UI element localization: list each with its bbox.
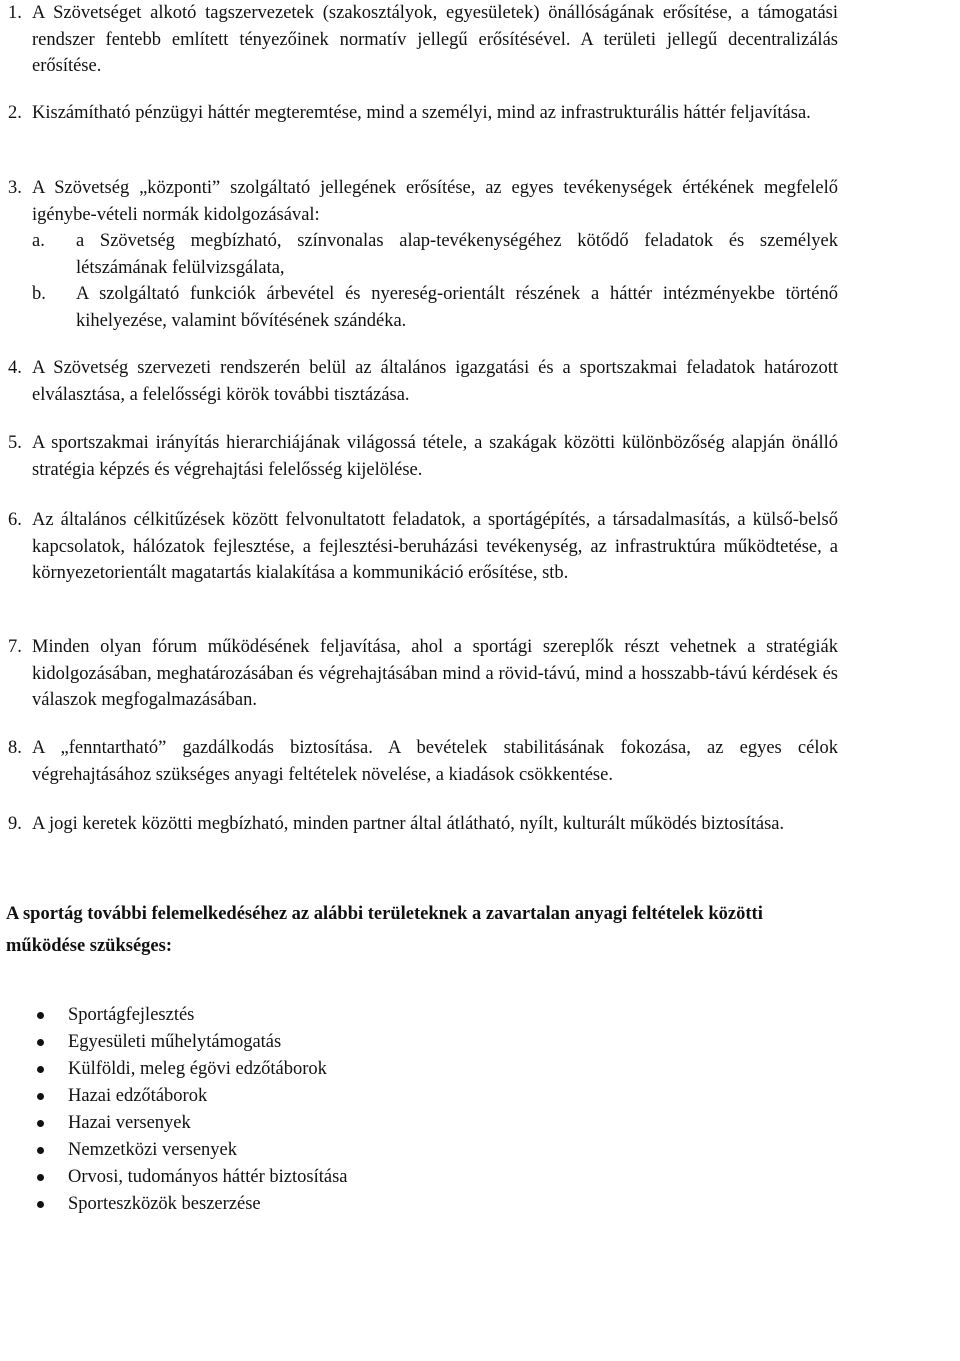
list-item-9 <box>8 811 838 838</box>
bullet-dot-icon <box>37 1093 44 1100</box>
bullet-list <box>0 1002 348 1218</box>
bullet-dot-icon <box>37 1147 44 1154</box>
item-number: 2. <box>8 103 22 123</box>
bullet-text: Orvosi, tudományos háttér biztosítása <box>68 1167 348 1187</box>
list-item-6 <box>8 507 838 587</box>
section-heading: A sportág további felemelkedéséhez az alábbi területeknek a zavartalan anyagi feltételek közötti működése szükséges: <box>6 904 763 956</box>
bullet-item <box>0 1029 348 1056</box>
item-text: A Szövetség „központi” szolgáltató jellegének erősítése, az egyes tevékenységek értékének megfelelő igénybe-vételi normák kidolgozásával: <box>32 178 838 225</box>
list-item-7 <box>8 634 838 714</box>
item-text: A jogi keretek közötti megbízható, minden partner által átlátható, nyílt, kulturált működés biztosítása. <box>32 814 785 834</box>
item-text: A Szövetséget alkotó tagszervezetek (szakosztályok, egyesületek) önállóságának erősítése, a támogatási rendszer fentebb említett tényezőinek normatív jellegű erősítésével. A területi jellegű decentralizálás erősítése. <box>32 3 838 76</box>
sub-item-letter: a. <box>32 231 45 251</box>
list-item-5 <box>8 430 838 483</box>
sub-item-letter: b. <box>32 284 46 304</box>
bullet-text: Hazai versenyek <box>68 1113 191 1133</box>
bullet-dot-icon <box>37 1120 44 1127</box>
bullet-item <box>0 1164 348 1191</box>
item-number: 7. <box>8 637 22 657</box>
list-item-4 <box>8 355 838 408</box>
item-text: A „fenntartható” gazdálkodás biztosítása. A bevételek stabilitásának fokozása, az egyes célok végrehajtásához szükséges anyagi feltételek növelése, a kiadások csökkentése. <box>32 738 838 785</box>
bullet-text: Külföldi, meleg égövi edzőtáborok <box>68 1059 327 1079</box>
sub-item-text: a Szövetség megbízható, színvonalas alap-tevékenységéhez kötődő feladatok és személyek létszámának felülvizsgálata, <box>76 231 838 278</box>
bullet-item <box>0 1002 348 1029</box>
item-number: 6. <box>8 510 22 530</box>
bullet-text: Egyesületi műhelytámogatás <box>68 1032 282 1052</box>
item-number: 4. <box>8 358 22 378</box>
item-number: 9. <box>8 814 22 834</box>
item-number: 3. <box>8 178 22 198</box>
list-item-8 <box>8 735 838 788</box>
bullet-item <box>0 1137 348 1164</box>
list-item-1 <box>8 0 838 80</box>
bullet-text: Hazai edzőtáborok <box>68 1086 208 1106</box>
bullet-text: Sporteszközök beszerzése <box>68 1194 261 1214</box>
item-text: A Szövetség szervezeti rendszerén belül az általános igazgatási és a sportszakmai feladatok határozott elválasztása, a felelősségi körök további tisztázása. <box>32 358 838 405</box>
list-item-3 <box>8 175 838 334</box>
bullet-dot-icon <box>37 1012 44 1019</box>
bullet-dot-icon <box>37 1066 44 1073</box>
sub-item-a <box>32 228 838 281</box>
bullet-text: Nemzetközi versenyek <box>68 1140 237 1160</box>
item-number: 5. <box>8 433 22 453</box>
item-number: 1. <box>8 3 22 23</box>
bullet-item <box>0 1191 348 1218</box>
bullet-dot-icon <box>37 1201 44 1208</box>
bullet-dot-icon <box>37 1174 44 1181</box>
bullet-item <box>0 1110 348 1137</box>
sub-item-text: A szolgáltató funkciók árbevétel és nyereség-orientált részének a háttér intézményekbe történő kihelyezése, valamint bővítésének szándéka. <box>76 284 838 331</box>
item-number: 8. <box>8 738 22 758</box>
bullet-item <box>0 1056 348 1083</box>
item-text: A sportszakmai irányítás hierarchiájának világossá tétele, a szakágak közötti különbözőség alapján önálló stratégia képzés és végrehajtási felelősség kijelölése. <box>32 433 838 480</box>
bullet-item <box>0 1083 348 1110</box>
item-text: Minden olyan fórum működésének feljavítása, ahol a sportági szereplők részt vehetnek a stratégiák kidolgozásában, meghatározásában és végrehajtásában mind a rövid-távú, mind a hosszabb-távú kérdések és válaszok megfogalmazásában. <box>32 637 838 710</box>
sub-item-b <box>32 281 838 334</box>
list-item-2 <box>8 100 838 127</box>
item-text: Az általános célkitűzések között felvonultatott feladatok, a sportágépítés, a társadalmasítás, a külső-belső kapcsolatok, hálózatok fejlesztése, a fejlesztési-beruházási tevékenység, az infrastruktúra működtetése, a környezetorientált magatartás kialakítása a kommunikáció erősítése, stb. <box>32 510 838 583</box>
item-text: Kiszámítható pénzügyi háttér megteremtése, mind a személyi, mind az infrastrukturális háttér feljavítása. <box>32 103 811 123</box>
bullet-dot-icon <box>37 1039 44 1046</box>
bullet-text: Sportágfejlesztés <box>68 1005 195 1025</box>
